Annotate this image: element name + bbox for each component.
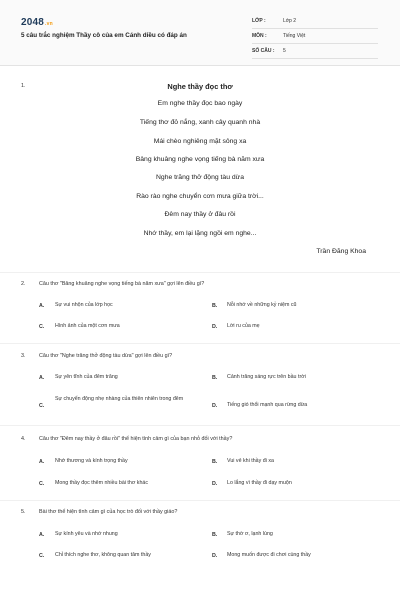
document-title: 5 câu trắc nghiệm Thầy cô của em Cánh diều có đáp án — [21, 32, 187, 39]
option-letter: C. — [39, 553, 45, 559]
option-letter: C. — [39, 324, 45, 330]
option-text: Chỉ thích nghe thơ, không quan tâm thầy — [55, 552, 151, 558]
option-letter: C. — [39, 481, 45, 487]
option-text: Hình ảnh của một cơn mưa — [55, 323, 120, 329]
option-letter: D. — [212, 324, 218, 330]
option-text: Vui vẻ khi thầy đi xa — [227, 458, 274, 464]
option-letter: B. — [212, 532, 218, 538]
site-logo[interactable] — [21, 17, 53, 28]
logo-main: 2048 — [21, 17, 45, 28]
poem-line: Rào rào nghe chuyển cơn mưa giữa trời... — [136, 193, 264, 200]
option-letter: B. — [212, 459, 218, 465]
option-text: Nhớ thương và kính trọng thầy — [55, 458, 128, 464]
option-text: Mong muốn được đi chơi cùng thầy — [227, 552, 311, 558]
page-header — [0, 0, 400, 66]
option-text: Sự kính yêu và nhớ nhung — [55, 531, 118, 537]
option-text: Cảnh trăng sáng rực trên bầu trời — [227, 374, 306, 380]
question-number: 3. — [21, 353, 26, 359]
meta-grade-label: LỚP : — [252, 18, 266, 24]
option-text: Sự vui nhộn của lớp học — [55, 302, 113, 308]
option-text: Sự thờ ơ, lạnh lùng — [227, 531, 273, 537]
option-text: Mong thầy đọc thêm nhiều bài thơ khác — [55, 480, 148, 486]
poem-line: Nhớ thầy, em lại lặng ngồi em nghe... — [143, 230, 257, 237]
question-text: Câu thơ "Đêm nay thầy ở đâu rồi" thể hiện tình cảm gì của bạn nhỏ đối với thầy? — [39, 436, 233, 442]
option-text: Sự chuyển động nhẹ nhàng của thiên nhiên trong đêm — [55, 396, 184, 402]
meta-count-label: SỐ CÂU : — [252, 48, 275, 54]
option-text: Lời ru của mẹ — [227, 323, 260, 329]
poem-line: Đêm nay thầy ở đâu rồi — [164, 211, 236, 218]
meta-subject-value: Tiếng Việt — [283, 33, 306, 39]
meta-subject-label: MÔN : — [252, 33, 267, 39]
question-text: Câu thơ "Bâng khuâng nghe vọng tiếng bà năm xưa" gợi lên điều gì? — [39, 281, 205, 287]
meta-count — [252, 44, 378, 59]
option-text: Nỗi nhớ về những kỷ niệm cũ — [227, 302, 297, 308]
option-letter: B. — [212, 375, 218, 381]
poem-line: Bâng khuâng nghe vọng tiếng bà năm xưa — [135, 156, 265, 163]
option-letter: B. — [212, 303, 218, 309]
poem-line: Nghe trăng thở động tàu dừa — [156, 174, 244, 181]
poem-line: Tiếng thơ đỏ nắng, xanh cây quanh nhà — [139, 119, 261, 126]
poem-line: Em nghe thầy đọc bao ngày — [157, 100, 243, 107]
question-number: 4. — [21, 436, 26, 442]
option-text: Tiếng gió thổi mạnh qua rừng dừa — [227, 402, 308, 408]
option-letter: D. — [212, 403, 218, 409]
meta-subject — [252, 29, 378, 44]
option-letter: A. — [39, 459, 45, 465]
question-number: 5. — [21, 509, 26, 515]
poem-title: Nghe thầy đọc thơ — [167, 82, 233, 91]
logo-tld: .vn — [45, 21, 53, 27]
poem-author: Trần Đăng Khoa — [316, 248, 366, 255]
question-number: 1. — [21, 83, 26, 89]
option-letter: A. — [39, 303, 45, 309]
question-text: Bài thơ thể hiện tình cảm gì của học trò đối với thầy giáo? — [39, 509, 178, 515]
meta-grade — [252, 14, 378, 29]
divider — [0, 500, 400, 501]
option-letter: A. — [39, 532, 45, 538]
question-text: Câu thơ "Nghe trăng thở động tàu dừa" gợi lên điều gì? — [39, 353, 173, 359]
poem-line: Mái chèo nghiêng mặt sông xa — [153, 138, 247, 145]
meta-count-value: 5 — [283, 48, 286, 54]
question-number: 2. — [21, 281, 26, 287]
divider — [0, 425, 400, 426]
divider — [0, 343, 400, 344]
option-letter: D. — [212, 553, 218, 559]
option-letter: A. — [39, 375, 45, 381]
option-text: Sự yên tĩnh của đêm trăng — [55, 374, 118, 380]
option-letter: D. — [212, 481, 218, 487]
option-letter: C. — [39, 403, 45, 409]
option-text: Lo lắng vì thầy đi dạy muộn — [227, 480, 292, 486]
divider — [0, 272, 400, 273]
meta-grade-value: Lớp 2 — [283, 18, 297, 24]
